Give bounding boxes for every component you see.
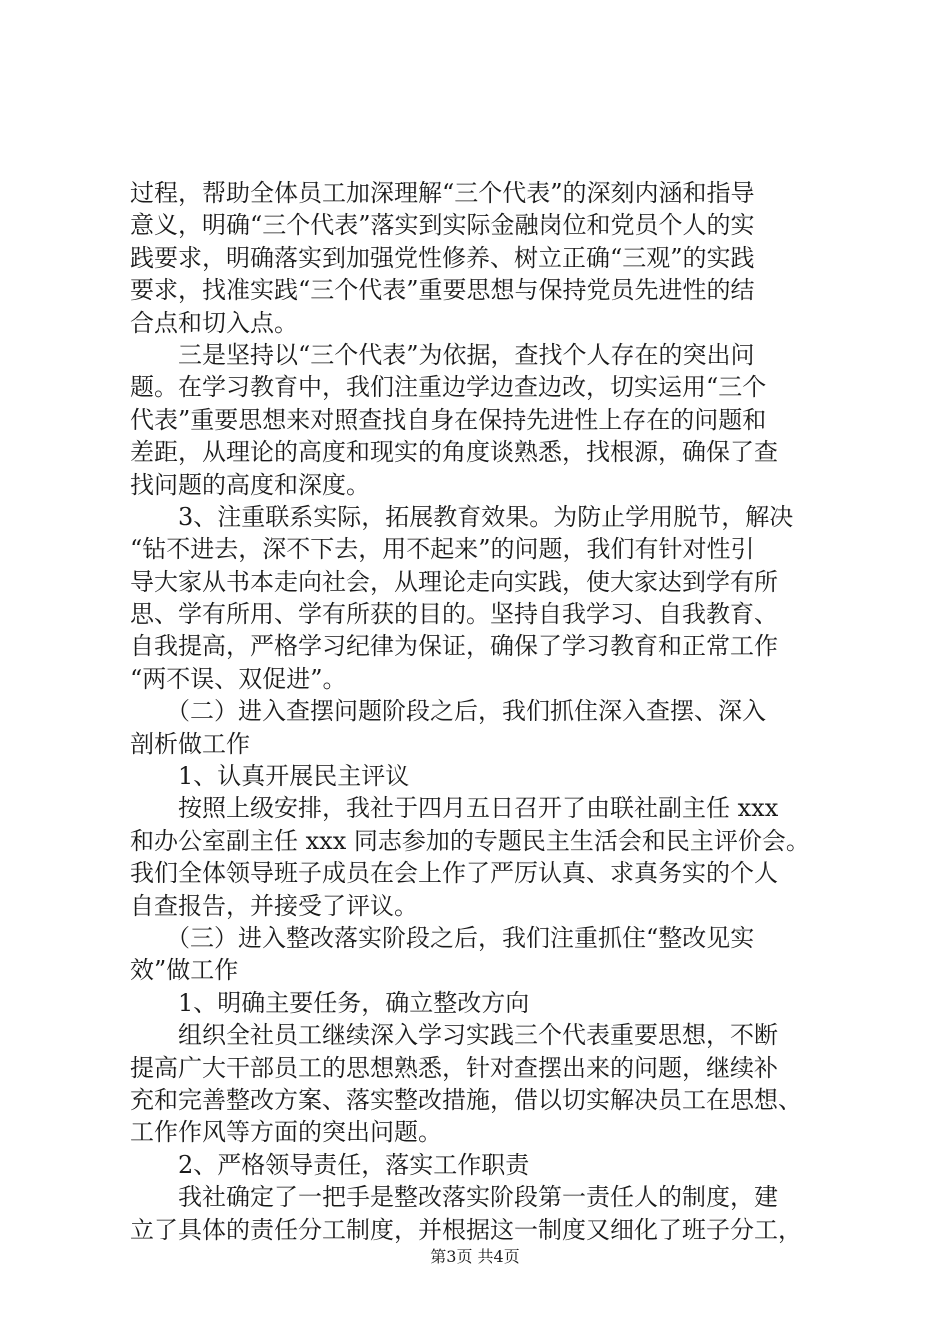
text-line: 我社确定了一把手是整改落实阶段第一责任人的制度，建 xyxy=(130,1183,778,1212)
text-line: （二）进入查摆问题阶段之后，我们抓住深入查摆、深入 xyxy=(130,697,766,726)
text-line: 要求，找准实践“三个代表”重要思想与保持党员先进性的结 xyxy=(130,276,755,305)
text-line: 差距，从理论的高度和现实的角度谈熟悉，找根源，确保了查 xyxy=(130,438,778,467)
text-line: 和办公室副主任 xxx 同志参加的专题民主生活会和民主评价会。 xyxy=(130,826,810,855)
text-line: 找问题的高度和深度。 xyxy=(130,470,370,499)
text-line: 我们全体领导班子成员在会上作了严厉认真、求真务实的个人 xyxy=(130,859,778,888)
text-line: 题。在学习教育中，我们注重边学边查边改，切实运用“三个 xyxy=(130,373,767,402)
text-line: 工作作风等方面的突出问题。 xyxy=(130,1118,442,1147)
text-line: 代表”重要思想来对照查找自身在保持先进性上存在的问题和 xyxy=(130,405,767,434)
text-line: “两不误、双促进”。 xyxy=(130,664,347,693)
text-line: 充和完善整改方案、落实整改措施，借以切实解决员工在思想、 xyxy=(130,1085,802,1114)
text-line: 1、明确主要任务，确立整改方向 xyxy=(130,988,530,1017)
text-line: 效”做工作 xyxy=(130,956,239,985)
page-footer: 第3页 共4页 xyxy=(430,1247,520,1266)
text-line: 过程，帮助全体员工加深理解“三个代表”的深刻内涵和指导 xyxy=(130,179,755,207)
text-line: 立了具体的责任分工制度，并根据这一制度又细化了班子分工， xyxy=(130,1215,802,1244)
text-line: 意义，明确“三个代表”落实到实际金融岗位和党员个人的实 xyxy=(130,211,755,240)
text-line: 组织全社员工继续深入学习实践三个代表重要思想，不断 xyxy=(130,1021,778,1050)
text-line: 思、学有所用、学有所获的目的。坚持自我学习、自我教育、 xyxy=(130,600,778,629)
text-line: 1、认真开展民主评议 xyxy=(130,762,410,791)
text-line: 3、注重联系实际，拓展教育效果。为防止学用脱节，解决 xyxy=(130,502,794,531)
text-line: “钻不进去，深不下去，用不起来”的问题，我们有针对性引 xyxy=(130,535,755,564)
text-line: 自我提高，严格学习纪律为保证，确保了学习教育和正常工作 xyxy=(130,632,778,661)
text-line: 自查报告，并接受了评议。 xyxy=(130,891,418,920)
text-line: 合点和切入点。 xyxy=(130,308,298,337)
text-line: 2、严格领导责任，落实工作职责 xyxy=(130,1150,530,1179)
text-line: 三是坚持以“三个代表”为依据，查找个人存在的突出问 xyxy=(130,340,755,369)
text-line: （三）进入整改落实阶段之后，我们注重抓住“整改见实 xyxy=(130,923,755,952)
text-line: 提高广大干部员工的思想熟悉，针对查摆出来的问题，继续补 xyxy=(130,1053,778,1082)
text-line: 剖析做工作 xyxy=(130,729,250,758)
text-line: 导大家从书本走向社会，从理论走向实践，使大家达到学有所 xyxy=(130,567,778,596)
text-line: 践要求，明确落实到加强党性修养、树立正确“三观”的实践 xyxy=(130,243,755,272)
document-body xyxy=(130,177,835,1246)
text-line: 按照上级安排，我社于四月五日召开了由联社副主任 xxx xyxy=(130,794,779,823)
